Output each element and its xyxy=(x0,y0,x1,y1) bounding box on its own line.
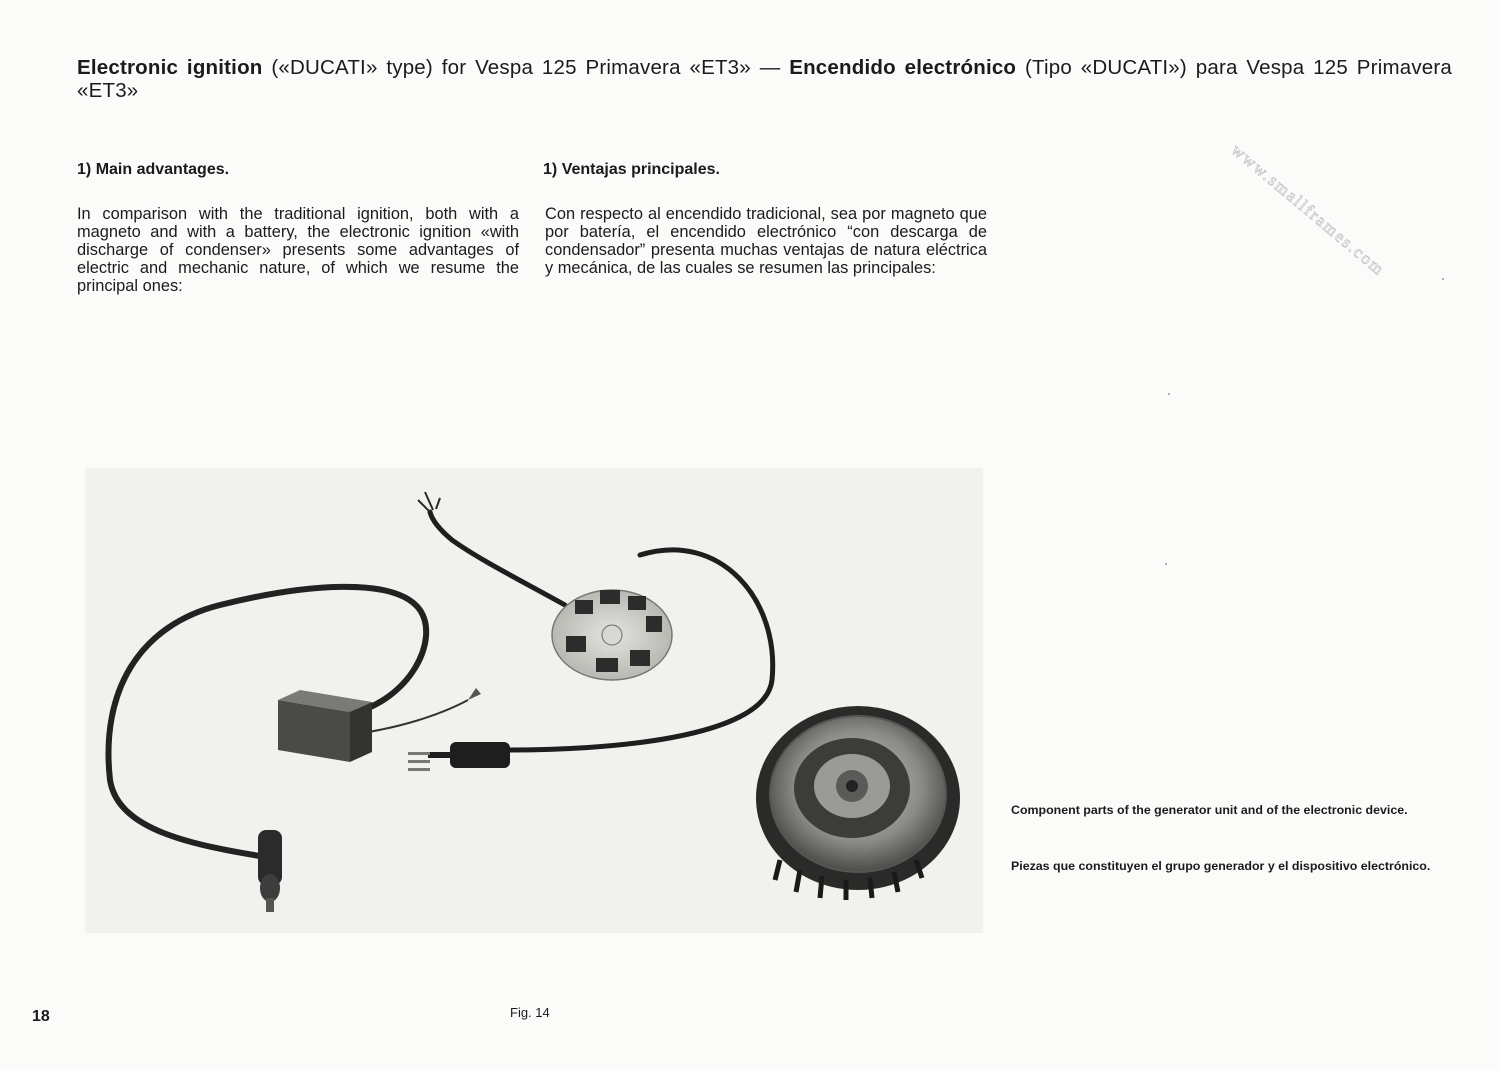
title-spanish-bold: Encendido electrónico xyxy=(789,56,1017,79)
title-english-rest: («DUCATI» type) for Vespa 125 Primavera «ET3» — xyxy=(262,56,790,79)
page-number: 18 xyxy=(32,1008,50,1025)
title-english-bold: Electronic ignition xyxy=(77,56,263,79)
section-title-english: Main advantages. xyxy=(95,161,230,178)
cdi-box xyxy=(278,690,372,762)
watermark: www.smallframes.com xyxy=(1227,140,1390,280)
paper-speck xyxy=(1168,393,1170,395)
figure-label: Fig. 14 xyxy=(510,1005,550,1020)
stator-plate xyxy=(552,590,672,680)
section-title-spanish: Ventajas principales. xyxy=(561,161,720,178)
paper-speck xyxy=(1165,563,1167,565)
section-number-english: 1) xyxy=(77,161,92,178)
section-number-spanish: 1) xyxy=(543,161,558,178)
body-text-english: In comparison with the traditional ignition, both with a magneto and with a battery, the electronic ignition «with discharge of condenser» presents some advantages of electric and mechanic nature, of which we resume the principal ones: xyxy=(77,205,519,295)
figure-caption-spanish: Piezas que constituyen el grupo generador y el dispositivo electrónico. xyxy=(1011,859,1431,873)
paper-speck xyxy=(1442,278,1444,280)
title-spanish-rest: (Tipo «DUCATI») para Vespa 125 Primavera «ET3» xyxy=(77,56,1453,102)
figure-caption-english: Component parts of the generator unit and of the electronic device. xyxy=(1011,803,1408,817)
body-text-spanish: Con respecto al encendido tradicional, sea por magneto que por batería, el encendido electrónico “con descarga de condensador” presenta muchas ventajas de natura eléctrica y mecánica, de las cuales se resumen las principales: xyxy=(545,205,987,277)
